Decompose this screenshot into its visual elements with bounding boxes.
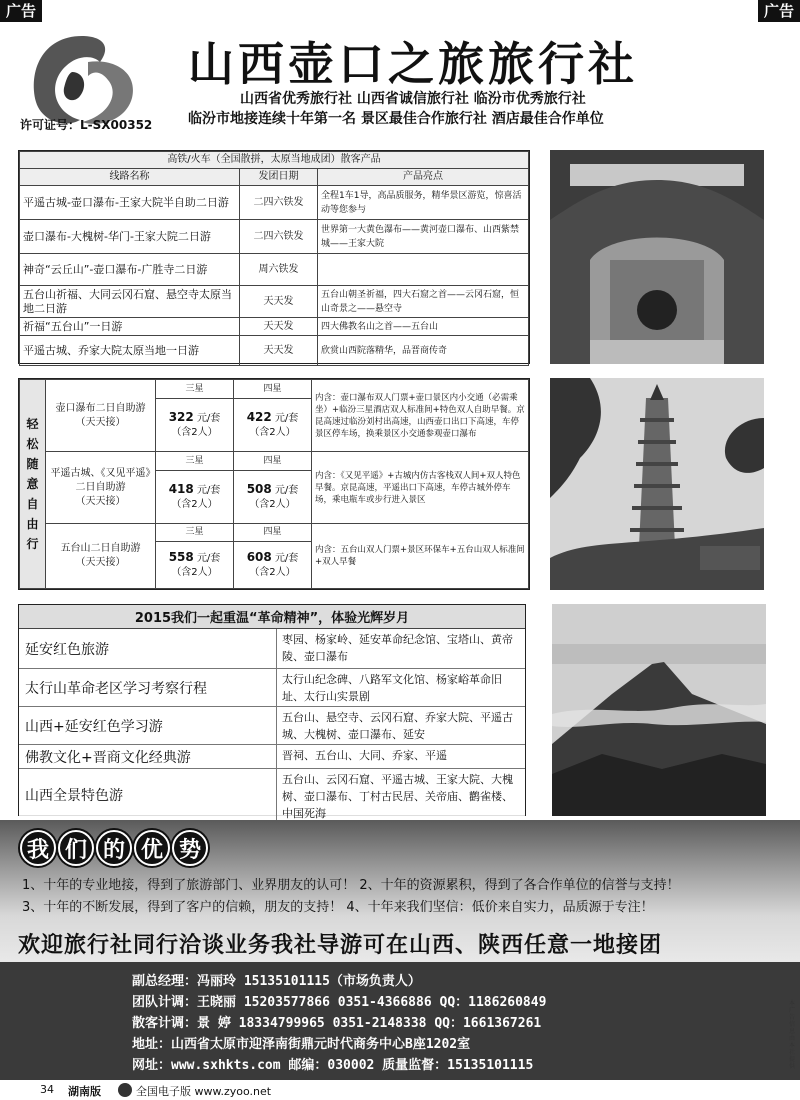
route-note: （天天接） xyxy=(75,557,126,569)
price-cell xyxy=(156,470,234,524)
tour-spots: 五台山、悬空寺、云冈石窟、乔家大院、平遥古城、大槐树、壶口瀑布、延安 xyxy=(282,711,513,741)
ad-tag-right: 广告 xyxy=(758,0,800,22)
honors-line-2: 临汾市地接连续十年第一名 景区最佳合作旅行社 酒店最佳合作单位 xyxy=(188,111,604,127)
tour-spots: 枣园、杨家岭、延安革命纪念馆、宝塔山、黄帝陵、壶口瀑布 xyxy=(282,633,513,663)
company-name: 山西壶口之旅旅行社 xyxy=(188,37,638,91)
highlight-cell: 五台山朝圣祈福，四大石窟之首——云冈石窟，恒山奇景之——悬空寺 xyxy=(318,286,529,318)
price-persons: （含2人） xyxy=(249,426,296,438)
route-cell xyxy=(46,452,156,524)
advantage-line-1: 1、十年的专业地接，得到了旅游部门、业界朋友的认可！ 2、十年的资源累积，得到了各合作单位的信誉与支持！ xyxy=(22,878,680,893)
price-persons: （含2人） xyxy=(171,498,218,510)
page-footer xyxy=(0,1080,800,1100)
table-row xyxy=(20,286,529,318)
desc-cell: 内含：五台山双人门票+景区环保车+五台山双人标准间+双人早餐 xyxy=(312,524,529,589)
price-cell xyxy=(234,541,312,588)
honors-line-1: 山西省优秀旅行社 山西省诚信旅行社 临汾市优秀旅行社 xyxy=(240,91,586,107)
price-persons: （含2人） xyxy=(171,566,218,578)
route-cell: 神奇“云丘山”-壶口瀑布-广胜寺二日游 xyxy=(20,254,240,286)
highlight-cell: 全程1车1导，高品质服务，精华景区游览，惊喜活动等您参与 xyxy=(318,186,529,220)
contact-panel xyxy=(0,962,800,1080)
star-label: 三星 xyxy=(156,524,234,542)
tour-name: 山西+延安红色学习游 xyxy=(19,707,277,744)
table-row xyxy=(20,186,529,220)
price-cell xyxy=(156,541,234,588)
advantages-title xyxy=(20,830,208,866)
price-cell xyxy=(156,398,234,452)
edition-label: 湖南版 xyxy=(68,1085,101,1098)
table-row xyxy=(20,318,529,336)
table-title: 高铁/火车（全国散拼，太原当地成团）散客产品 xyxy=(20,152,529,169)
header xyxy=(0,18,800,130)
col-header: 产品亮点 xyxy=(318,169,529,186)
price-unit: 元/套 xyxy=(196,484,221,496)
price-unit: 元/套 xyxy=(274,552,299,564)
side-note: 本广告信息由本社提供 xyxy=(789,1000,796,1070)
price-cell xyxy=(234,470,312,524)
price-unit: 元/套 xyxy=(274,484,299,496)
price-unit: 元/套 xyxy=(274,412,299,424)
price-value: 418 xyxy=(168,481,194,496)
star-label: 四星 xyxy=(234,380,312,399)
route-name: 平遥古城、《又见平遥》二日自助游 xyxy=(50,467,151,493)
star-label: 三星 xyxy=(156,452,234,471)
star-label: 三星 xyxy=(156,380,234,399)
contact-individual: 散客计调：景 婷 18334799965 0351-2148338 QQ：1661367261 xyxy=(132,1016,542,1031)
advantage-line-2: 3、十年的不断发展，得到了客户的信赖，朋友的支持！ 4、十年来我们坚信：低价来自实力，品质源于专注！ xyxy=(22,900,654,915)
tour-name: 太行山革命老区学习考察行程 xyxy=(19,669,277,706)
contact-team: 团队计调：王晓丽 15203577866 0351-4366886 QQ：1186260849 xyxy=(132,995,547,1010)
highlight-cell: 世界第一大黄色瀑布——黄河壶口瀑布、山西紫禁城——王家大院 xyxy=(318,220,529,254)
price-unit: 元/套 xyxy=(196,412,221,424)
contact-address: 地址：山西省太原市迎泽南街鼎元时代商务中心B座1202室 xyxy=(132,1037,471,1052)
title-char: 优 xyxy=(134,830,170,866)
star-label: 四星 xyxy=(234,524,312,542)
title-char: 们 xyxy=(58,830,94,866)
date-cell: 二四六铁发 xyxy=(240,186,318,220)
route-cell: 壶口瀑布-大槐树-华门-王家大院二日游 xyxy=(20,220,240,254)
route-name: 五台山二日自助游 xyxy=(60,543,141,555)
temple-gate-photo xyxy=(550,150,764,364)
table-title: 2015我们一起重温“革命精神”，体验光辉岁月 xyxy=(19,605,525,629)
ad-tag-left: 广告 xyxy=(0,0,42,22)
company-logo xyxy=(22,32,142,128)
route-cell: 平遥古城-壶口瀑布-王家大院半自助二日游 xyxy=(20,186,240,220)
mountain-photo xyxy=(552,604,766,816)
table-row xyxy=(20,220,529,254)
zyoo-logo-icon xyxy=(118,1083,132,1097)
page-number: 34 xyxy=(40,1083,54,1096)
pagoda-photo xyxy=(550,378,764,590)
star-label: 四星 xyxy=(234,452,312,471)
welcome-banner: 欢迎旅行社同行洽谈业务我社导游可在山西、陕西任意一地接团 xyxy=(18,933,663,958)
highlight-cell: 欣赏山西院落精华，品晋商传奇 xyxy=(318,336,529,366)
price-value: 558 xyxy=(168,549,194,564)
col-header: 线路名称 xyxy=(20,169,240,186)
route-note: （天天接） xyxy=(75,495,126,507)
date-cell: 天天发 xyxy=(240,336,318,366)
free-tour-table xyxy=(18,378,530,590)
price-value: 422 xyxy=(246,409,272,424)
license-number: 许可证号：L-SX00352 xyxy=(20,118,153,132)
side-label: 轻松随意自由行 xyxy=(20,380,46,589)
route-cell xyxy=(46,380,156,452)
highlight-cell: 四大佛教名山之首——五台山 xyxy=(318,318,529,336)
table-row xyxy=(19,629,525,669)
price-cell xyxy=(234,398,312,452)
route-cell xyxy=(46,524,156,589)
table-row xyxy=(19,707,525,745)
route-cell: 祈福“五台山”一日游 xyxy=(20,318,240,336)
tour-spots: 五台山、云冈石窟、平遥古城、王家大院、大槐树、壶口瀑布、丁村古民居、关帝庙、鹳雀楼、中国死海 xyxy=(282,773,513,820)
route-name: 壶口瀑布二日自助游 xyxy=(55,402,146,414)
contact-website: 网址：www.sxhkts.com 邮编：030002 质量监督：15135101115 xyxy=(132,1058,534,1073)
tour-name: 山西全景特色游 xyxy=(19,769,277,820)
title-char: 势 xyxy=(172,830,208,866)
date-cell: 二四六铁发 xyxy=(240,220,318,254)
price-value: 608 xyxy=(246,549,272,564)
tour-name: 延安红色旅游 xyxy=(19,629,277,668)
train-products-table xyxy=(18,150,530,364)
table-row xyxy=(20,336,529,366)
table-row xyxy=(19,745,525,769)
col-header: 发团日期 xyxy=(240,169,318,186)
route-cell: 五台山祈福、大同云冈石窟、悬空寺太原当地二日游 xyxy=(20,286,240,318)
route-note: （天天接） xyxy=(75,416,126,428)
contact-manager: 副总经理：冯丽玲 15135101115（市场负责人） xyxy=(132,974,421,989)
table-row xyxy=(19,669,525,707)
table-row xyxy=(20,254,529,286)
route-cell: 平遥古城、乔家大院太原当地一日游 xyxy=(20,336,240,366)
date-cell: 周六铁发 xyxy=(240,254,318,286)
highlight-cell xyxy=(318,254,529,286)
price-value: 508 xyxy=(246,481,272,496)
desc-cell: 内含：《又见平遥》+古城内仿古客栈双人间+双人特色早餐。京昆高速，平遥出口下高速，车停古城外停车场，乘电瓶车或步行进入景区 xyxy=(312,452,529,524)
desc-cell: 内含：壶口瀑布双人门票+壶口景区内小交通（必需乘坐）+临汾三星酒店双人标准间+特色双人自助早餐。京昆高速过临汾刘村出高速，山西壶口出口下高速，车停景区停车场，换乘景区小交通参观壶口瀑布 xyxy=(312,380,529,452)
red-tour-table xyxy=(18,604,526,820)
price-value: 322 xyxy=(168,409,194,424)
brand-label: 全国电子版 www.zyoo.net xyxy=(136,1085,272,1098)
title-char: 的 xyxy=(96,830,132,866)
tour-spots: 太行山纪念碑、八路军文化馆、杨家峪革命旧址、太行山实景剧 xyxy=(282,673,502,703)
table-row xyxy=(19,769,525,821)
title-char: 我 xyxy=(20,830,56,866)
price-persons: （含2人） xyxy=(249,566,296,578)
price-unit: 元/套 xyxy=(196,552,221,564)
price-persons: （含2人） xyxy=(249,498,296,510)
tour-name: 佛教文化+晋商文化经典游 xyxy=(19,745,277,768)
date-cell: 天天发 xyxy=(240,286,318,318)
price-persons: （含2人） xyxy=(171,426,218,438)
tour-spots: 晋祠、五台山、大同、乔家、平遥 xyxy=(282,749,447,762)
date-cell: 天天发 xyxy=(240,318,318,336)
